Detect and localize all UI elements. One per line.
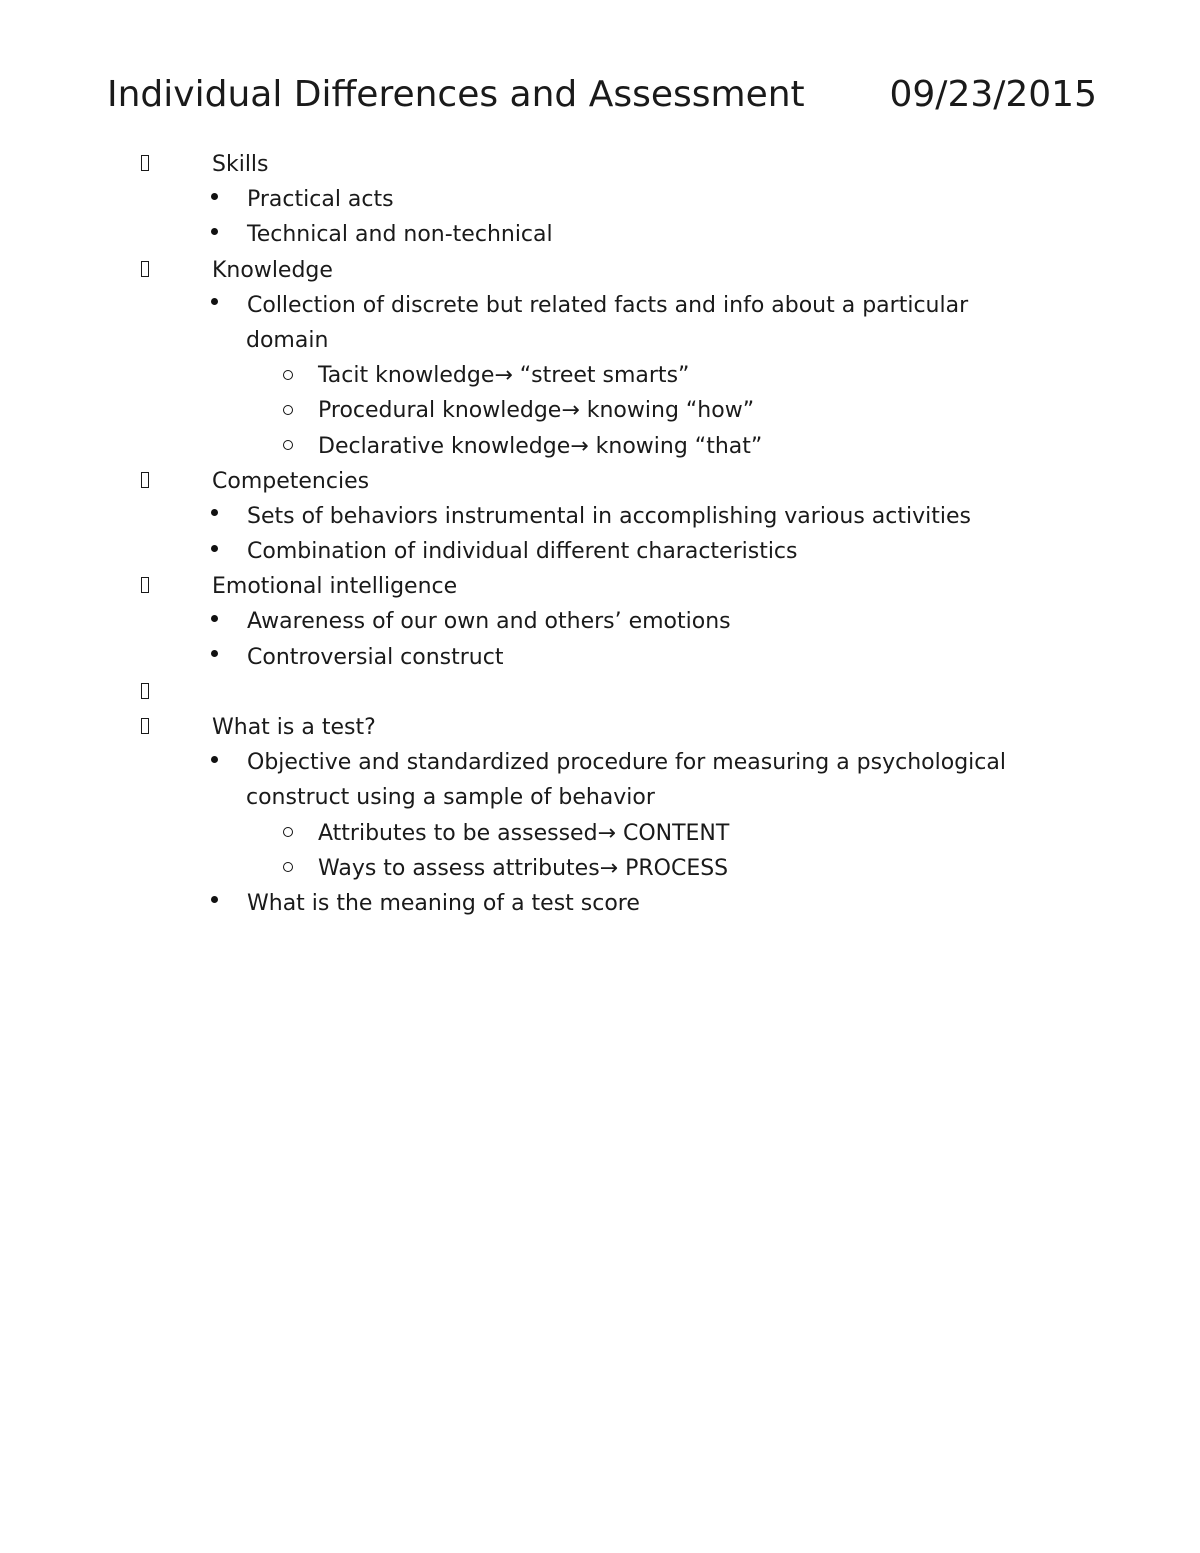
- outline-line-level-2: [0, 886, 1200, 921]
- outline-text: Skills: [212, 152, 269, 177]
- outline-text: What is a test?: [212, 715, 376, 740]
- outline-line-level-1: [0, 253, 1200, 288]
- bullet-circle-icon: [283, 359, 293, 394]
- bullet-dot-icon: [211, 182, 218, 217]
- outline-text: Emotional intelligence: [212, 574, 458, 600]
- outline-text: Collection of discrete but related facts and info about a particular: [247, 292, 969, 318]
- bullet-dot-icon: [211, 745, 218, 780]
- bullet-dot-icon: [211, 534, 218, 569]
- outline-line-level-2: [0, 745, 1200, 780]
- outline-text: Objective and standardized procedure for measuring a psychological: [247, 750, 1006, 776]
- outline-text: Declarative knowledge→ knowing “that”: [318, 433, 763, 459]
- outline-text: Sets of behaviors instrumental in accomplishing various activities: [247, 503, 971, 529]
- outline-text: Knowledge: [212, 257, 333, 283]
- outline-text: Combination of individual different characteristics: [247, 539, 798, 565]
- outline-text: domain: [246, 327, 329, 353]
- bullet-circle-icon: [283, 430, 293, 465]
- outline-text: What is the meaning of a test score: [247, 890, 640, 916]
- outline-line-level-1: [0, 675, 1200, 710]
- bullet-dot-icon: [211, 640, 218, 675]
- document-title: Individual Differences and Assessment: [107, 74, 805, 115]
- outline-line-level-2: [0, 640, 1200, 675]
- outline-text: Technical and non-technical: [247, 222, 553, 248]
- bullet-dot-icon: [211, 288, 218, 323]
- outline-line-level-2: [0, 499, 1200, 534]
- missing-glyph-box-icon: [141, 253, 149, 288]
- outline-line-level-2: [0, 182, 1200, 217]
- outline-line-level-1: [0, 710, 1200, 745]
- bullet-circle-icon: [283, 394, 293, 429]
- missing-glyph-box-icon: [141, 710, 149, 745]
- outline-line-level-2: [0, 604, 1200, 639]
- bullet-dot-icon: [211, 499, 218, 534]
- missing-glyph-box-icon: [141, 464, 149, 499]
- outline-text: Ways to assess attributes→ PROCESS: [318, 855, 729, 881]
- bullet-circle-icon: [283, 817, 293, 852]
- outline-text: Tacit knowledge→ “street smarts”: [318, 363, 690, 389]
- missing-glyph-box-icon: [141, 675, 149, 710]
- outline-line-level-1: [0, 147, 1200, 182]
- outline-text: Awareness of our own and others’ emotions: [247, 609, 731, 635]
- bullet-dot-icon: [211, 217, 218, 252]
- outline-line-level-3: [0, 429, 1200, 464]
- missing-glyph-box-icon: [141, 147, 149, 182]
- outline-line-level-3: [0, 851, 1200, 886]
- outline-line-level-2: [0, 780, 1200, 815]
- outline-text: Competencies: [212, 468, 370, 494]
- document-header: [107, 68, 1097, 122]
- outline-line-level-1: [0, 464, 1200, 499]
- missing-glyph-box-icon: [141, 569, 149, 604]
- outline-text: Practical acts: [247, 187, 394, 213]
- outline-line-level-2: [0, 288, 1200, 323]
- notes-outline: [0, 147, 1200, 921]
- outline-text: Procedural knowledge→ knowing “how”: [318, 398, 755, 424]
- bullet-dot-icon: [211, 886, 218, 921]
- outline-text: Attributes to be assessed→ CONTENT: [318, 820, 730, 846]
- outline-line-level-1: [0, 569, 1200, 604]
- bullet-dot-icon: [211, 604, 218, 639]
- outline-line-level-3: [0, 393, 1200, 428]
- outline-line-level-3: [0, 358, 1200, 393]
- outline-line-level-2: [0, 534, 1200, 569]
- outline-text: Controversial construct: [247, 644, 504, 670]
- outline-line-level-2: [0, 217, 1200, 252]
- bullet-circle-icon: [283, 852, 293, 887]
- outline-line-level-2: [0, 323, 1200, 358]
- outline-text: construct using a sample of behavior: [246, 785, 655, 811]
- outline-line-level-3: [0, 816, 1200, 851]
- document-date: 09/23/2015: [889, 74, 1097, 115]
